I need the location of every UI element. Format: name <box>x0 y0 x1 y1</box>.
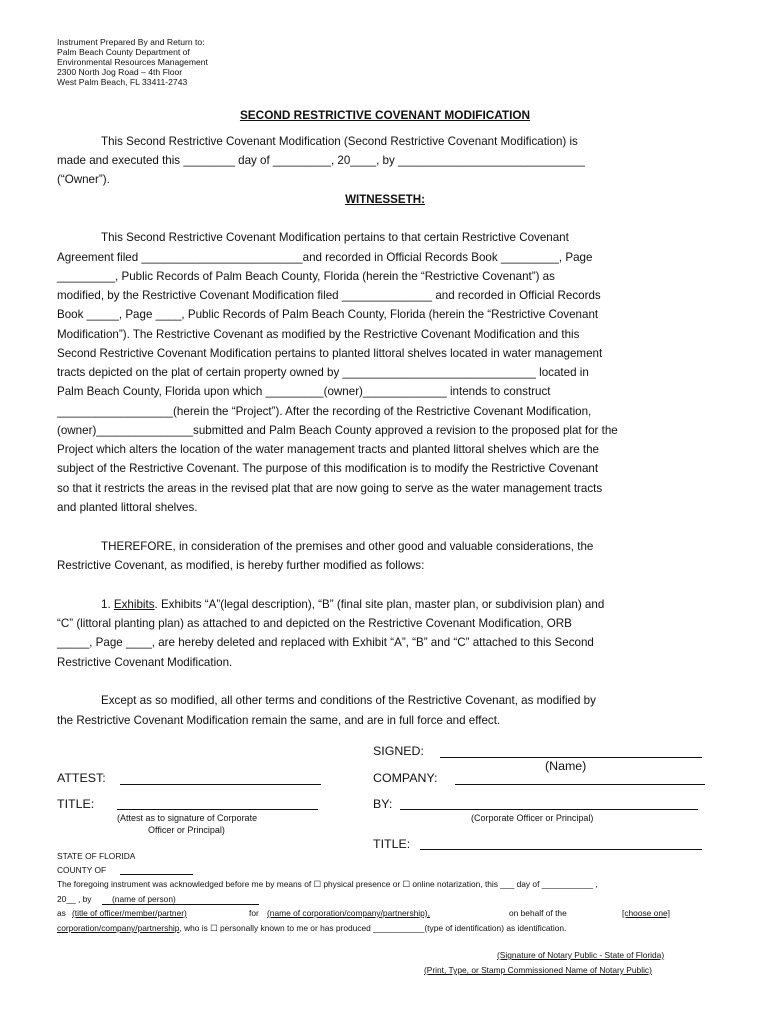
entity-type-field[interactable]: corporation/company/partnership <box>57 923 180 933</box>
para2-line-2: Restrictive Covenant, as modified, is hereby further modified as follows: <box>57 559 425 572</box>
title2-line[interactable] <box>420 849 702 850</box>
company-label: COMPANY: <box>373 771 438 785</box>
county-label: COUNTY OF <box>57 865 107 875</box>
para2-line-1: THEREFORE, in consideration of the premises and other good and valuable considerations, the <box>101 540 594 553</box>
intro-line-3: (“Owner”). <box>57 173 110 186</box>
division-line: Environmental Resources Management <box>57 57 208 67</box>
company-line[interactable] <box>455 784 705 785</box>
name-of-person-field[interactable] <box>102 894 259 905</box>
para1-line-14: so that it restricts the areas in the revised plat that are now going to serve as the water management tracts <box>57 482 603 495</box>
para1-line-10: __________________(herein the “Project”). After the recording of the Restrictive Covenant Modification, <box>57 405 592 418</box>
para1-line-7: Second Restrictive Covenant Modification pertains to planted littoral shelves located in water management <box>57 347 603 360</box>
para1-line-12: Project which alters the location of the water management tracts and planted littoral shelves which are the <box>57 443 599 456</box>
title-line[interactable] <box>117 809 318 810</box>
para1-line-11: (owner)_______________submitted and Palm Beach County approved a revision to the proposed plat for the <box>57 424 618 437</box>
witnesseth-heading: WITNESSETH: <box>345 193 425 206</box>
city-address-line: West Palm Beach, FL 33411-2743 <box>57 77 188 87</box>
para3-line-2: “C” (littoral planting plan) as attached to and depicted on the Restrictive Covenant Modification, ORB <box>57 617 572 630</box>
acknowledgment-line: The foregoing instrument was acknowledged before me by means of ☐ physical presence or ☐ online notarization, this ___ day of ___________ , <box>57 879 598 889</box>
para1-line-3: _________, Public Records of Palm Beach County, Florida (herein the “Restrictive Covenant”) as <box>57 270 555 283</box>
intro-line-1: This Second Restrictive Covenant Modification (Second Restrictive Covenant Modification) is <box>101 135 578 148</box>
by-line[interactable] <box>400 809 698 810</box>
para4-line-2: the Restrictive Covenant Modification remain the same, and are in full force and effect. <box>57 714 501 727</box>
notary-year-by: 20__ , by <box>57 894 92 904</box>
para1-line-9: Palm Beach County, Florida upon which _________(owner)_____________ intends to construct <box>57 385 551 398</box>
officer-title-field[interactable]: (title of officer/member/partner) <box>72 908 187 918</box>
exhibits-heading: Exhibits <box>113 598 155 611</box>
para1-line-13: subject of the Restrictive Covenant. The purpose of this modification is to modify the Restrictive Covenant <box>57 462 599 475</box>
officer-note: (Corporate Officer or Principal) <box>471 813 594 823</box>
para1-line-2: Agreement filed _________________________and recorded in Official Records Book _________, Page <box>57 251 593 264</box>
notary-for-label: for <box>249 908 259 918</box>
attest-line[interactable] <box>120 784 321 785</box>
para3-line-1 <box>101 595 604 614</box>
para1-line-4: modified, by the Restrictive Covenant Modification filed ______________ and recorded in Official Records <box>57 289 601 302</box>
by-label: BY: <box>373 797 393 811</box>
para3-line-3: _____, Page ____, are hereby deleted and replaced with Exhibit “A”, “B” and “C” attached to this Second <box>57 636 594 649</box>
attest-note-2: Officer or Principal) <box>148 825 225 835</box>
para3-line-1-text: . Exhibits “A”(legal description), “B” (final site plan, master plan, or subdivision plan) and <box>154 598 605 611</box>
attest-note-1: (Attest as to signature of Corporate <box>117 813 258 823</box>
notary-line-4 <box>57 923 566 933</box>
signed-line[interactable] <box>440 757 702 758</box>
prepared-by-line: Instrument Prepared By and Return to: <box>57 37 205 47</box>
attest-label: ATTEST: <box>57 771 106 785</box>
para3-number: 1. <box>101 598 114 611</box>
corporation-name-field[interactable]: (name of corporation/company/partnership), <box>267 908 430 918</box>
notary-as-label: as <box>57 908 66 918</box>
street-address-line: 2300 North Jog Road – 4th Floor <box>57 67 183 77</box>
identification-text: , who is ☐ personally known to me or has produced ___________(type of identification) as identification. <box>179 923 567 933</box>
para1-line-15: and planted littoral shelves. <box>57 501 198 514</box>
para1-line-1: This Second Restrictive Covenant Modification pertains to that certain Restrictive Covenant <box>101 231 569 244</box>
signed-label: SIGNED: <box>373 744 424 758</box>
para1-line-6: Modification”). The Restrictive Covenant as modified by the Restrictive Covenant Modification and this <box>57 328 580 341</box>
name-of-person-caption: (name of person) <box>112 894 176 904</box>
county-line[interactable] <box>120 874 193 875</box>
name-caption: (Name) <box>545 759 587 773</box>
state-label: STATE OF FLORIDA <box>57 851 136 861</box>
title2-label: TITLE: <box>373 837 411 851</box>
notary-signature-line[interactable]: (Signature of Notary Public - State of Florida) <box>497 950 665 960</box>
document-title: SECOND RESTRICTIVE COVENANT MODIFICATION <box>239 108 531 122</box>
para1-line-5: Book _____, Page ____, Public Records of Palm Beach County, Florida (herein the “Restrictive Covenant <box>57 308 599 321</box>
notary-print-name-line[interactable]: (Print, Type, or Stamp Commissioned Name of Notary Public) <box>424 965 652 975</box>
department-line: Palm Beach County Department of <box>57 47 190 57</box>
intro-line-2: made and executed this ________ day of _________, 20____, by _____________________________ <box>57 154 585 167</box>
choose-one-field[interactable]: [choose one] <box>622 908 670 918</box>
title-label: TITLE: <box>57 797 95 811</box>
para3-line-4: Restrictive Covenant Modification. <box>57 656 233 669</box>
on-behalf-of-the: on behalf of the <box>509 908 567 918</box>
para1-line-8: tracts depicted on the plat of certain property owned by ______________________________ located in <box>57 366 589 379</box>
para4-line-1: Except as so modified, all other terms and conditions of the Restrictive Covenant, as modified by <box>101 694 596 707</box>
